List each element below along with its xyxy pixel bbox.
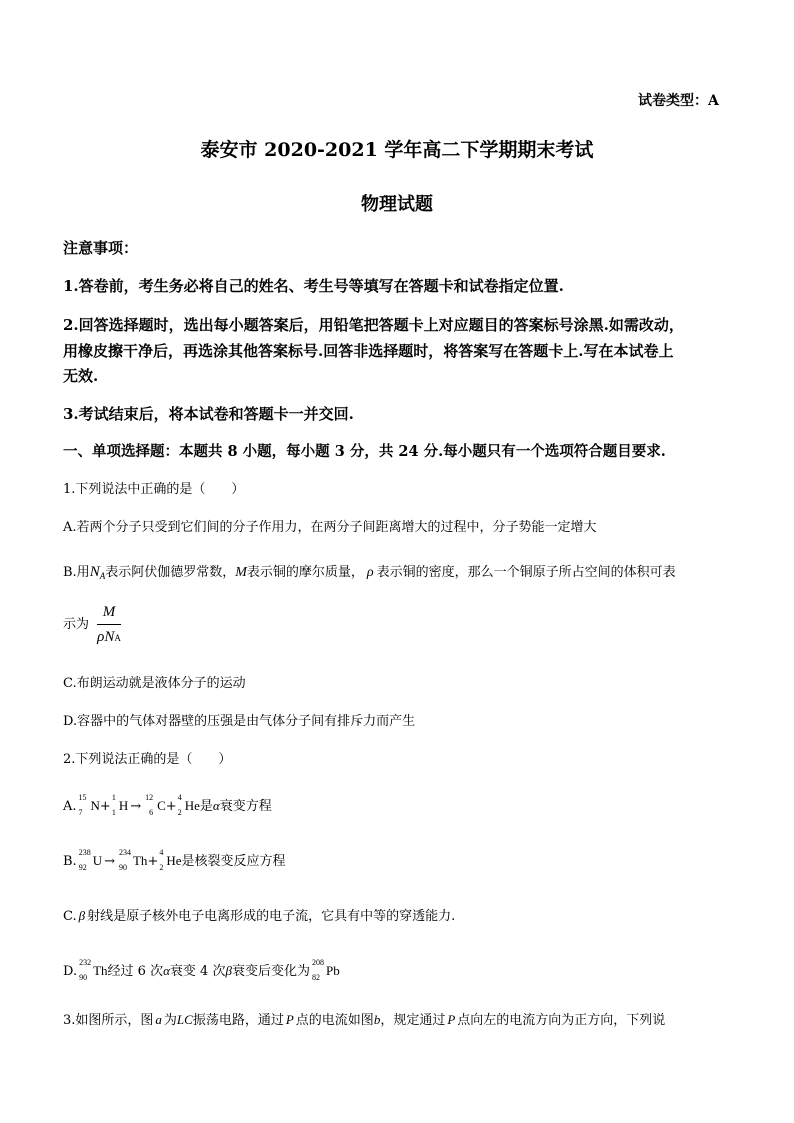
nuclide-carbon [145, 793, 166, 817]
nuclide-helium [159, 848, 182, 872]
carbon-symbol: C [157, 798, 166, 813]
fraction-denominator [97, 625, 121, 648]
subject-title: 物理试题 [361, 194, 433, 215]
q2-c-text: 射线是原子核外电子电离形成的电子流，它具有中等的穿透能力. [87, 909, 456, 924]
q2-option-b [63, 848, 286, 872]
helium-atomic-number: 2 [177, 808, 182, 817]
arrow-icon: → [104, 854, 115, 869]
nuclide-lead [311, 958, 340, 982]
q3-text-6: 点向左的电流方向为正方向，下列说 [457, 1013, 666, 1028]
notice-item-2-line-1: 2.回答选择题时，选出每小题答案后，用铅笔把答题卡上对应题目的答案标号涂黑.如需改动， [63, 316, 684, 334]
q1-b-text-3: 表示铜的密度，那么一个铜原子所占空间的体积可表 [376, 565, 676, 580]
nuclide-thorium [118, 848, 148, 872]
fraction-numerator: M [97, 602, 121, 625]
uranium-mass-number: 238 [78, 848, 91, 857]
q1-option-b-line-1 [63, 562, 676, 586]
notice-item-2-line-3: 无效. [63, 367, 99, 385]
plus-sign: + [165, 799, 177, 814]
q3-text-5: ，规定通过 [380, 1013, 446, 1028]
q2-option-c [63, 906, 455, 927]
q2-a-text-2: 衰变方程 [219, 799, 272, 814]
notice-heading: 注意事项： [63, 239, 139, 257]
hydrogen-atomic-number: 1 [111, 808, 116, 817]
q2-b-label: B. [63, 854, 77, 869]
alpha-symbol: α [163, 963, 170, 978]
thorium-symbol: Th [93, 963, 108, 978]
q1-option-a: A.若两个分子只受到它们间的分子作用力，在两分子间距离增大的过程中，分子势能一定增大 [63, 520, 597, 535]
thorium-mass-number: 232 [79, 958, 92, 967]
density-symbol: ρ [366, 565, 374, 580]
hydrogen-symbol: H [118, 798, 129, 813]
nuclide-helium [177, 793, 200, 817]
q2-d-text-3: 衰变后变化为 [231, 964, 310, 979]
q2-a-text-1: 是 [199, 799, 213, 814]
molar-mass-symbol: M [235, 565, 247, 580]
helium-atomic-number: 2 [159, 863, 164, 872]
nuclide-hydrogen [111, 793, 129, 817]
nuclide-thorium-232 [79, 958, 108, 982]
notice-item-2-line-2: 用橡皮擦干净后，再选涂其他答案标号.回答非选择题时，将答案写在答题卡上.写在本试卷上 [63, 342, 674, 360]
volume-fraction [97, 602, 121, 648]
thorium-mass-number: 234 [118, 848, 131, 857]
plus-sign: + [99, 799, 111, 814]
thorium-atomic-number: 90 [79, 973, 88, 982]
beta-symbol: β [78, 908, 86, 923]
uranium-atomic-number: 92 [78, 863, 87, 872]
q1-option-b-line-2 [63, 602, 121, 648]
notice-item-1: 1.答卷前，考生务必将自己的姓名、考生号等填写在答题卡和试卷指定位置. [63, 277, 564, 295]
point-p-symbol: P [285, 1012, 294, 1027]
avogadro-symbol: N [89, 564, 100, 580]
exam-title: 泰安市 2020-2021 学年高二下学期期末考试 [200, 139, 594, 161]
alpha-symbol: α [212, 798, 220, 813]
q3-text-3: 振荡电路，通过 [192, 1013, 284, 1028]
section-heading: 一、单项选择题：本题共 8 小题，每小题 3 分，共 24 分.每小题只有一个选项符合题目要求. [63, 443, 666, 460]
q2-d-text-1: 经过 6 次 [107, 964, 164, 979]
q2-a-label: A. [63, 799, 77, 814]
helium-mass-number: 4 [159, 848, 164, 857]
q1-stem: 1.下列说法中正确的是（ ） [63, 482, 245, 497]
plus-sign: + [147, 854, 159, 869]
q3-text-2: 为 [163, 1013, 177, 1028]
nuclide-nitrogen [78, 793, 100, 817]
lead-mass-number: 208 [311, 958, 324, 967]
figure-a-symbol: a [155, 1012, 162, 1027]
hydrogen-mass-number: 1 [111, 793, 116, 802]
fraction-denominator-subscript: A [114, 633, 121, 643]
point-p-symbol: P [447, 1012, 456, 1027]
uranium-symbol: U [92, 853, 103, 868]
arrow-icon: → [130, 799, 142, 814]
nitrogen-atomic-number: 7 [78, 808, 83, 817]
q1-b-text-1: 表示阿伏伽德罗常数， [105, 565, 236, 580]
thorium-atomic-number: 90 [118, 863, 127, 872]
carbon-mass-number: 12 [145, 793, 154, 802]
lead-symbol: Pb [325, 963, 340, 978]
q3-text-1: 3.如图所示，图 [63, 1013, 154, 1028]
q1-b-line-2-text: 示为 [63, 617, 90, 632]
thorium-symbol: Th [132, 853, 148, 868]
helium-symbol: He [184, 798, 200, 813]
notice-item-3: 3.考试结束后，将本试卷和答题卡一并交回. [63, 405, 354, 423]
q2-d-label: D. [63, 964, 78, 979]
q2-d-text-2: 衰变 4 次 [169, 964, 226, 979]
lead-atomic-number: 82 [311, 973, 320, 982]
helium-symbol: He [166, 853, 182, 868]
helium-mass-number: 4 [177, 793, 182, 802]
figure-b-symbol: b [373, 1012, 381, 1027]
beta-symbol: β [225, 963, 232, 978]
fraction-denominator-symbol: ρN [97, 629, 115, 645]
carbon-atomic-number: 6 [149, 808, 154, 817]
q2-b-text: 是核裂变反应方程 [181, 854, 286, 869]
avogadro-subscript: A [99, 571, 106, 581]
q1-option-c: C.布朗运动就是液体分子的运动 [63, 676, 246, 691]
q2-option-a [63, 793, 272, 817]
q2-stem: 2.下列说法正确的是（ ） [63, 752, 232, 767]
paper-type-label: 试卷类型：A [638, 93, 719, 109]
q1-b-prefix: B.用 [63, 565, 90, 580]
q3-stem [63, 1010, 665, 1031]
q2-option-d [63, 958, 340, 982]
nitrogen-symbol: N [90, 798, 100, 813]
nuclide-uranium [78, 848, 103, 872]
q2-c-label: C. [63, 909, 77, 924]
lc-symbol: LC [176, 1012, 193, 1027]
nitrogen-mass-number: 15 [78, 793, 87, 802]
q1-b-text-2: 表示铜的摩尔质量， [246, 565, 364, 580]
q3-text-4: 点的电流如图 [295, 1013, 374, 1028]
q1-option-d: D.容器中的气体对器壁的压强是由气体分子间有排斥力而产生 [63, 714, 416, 729]
